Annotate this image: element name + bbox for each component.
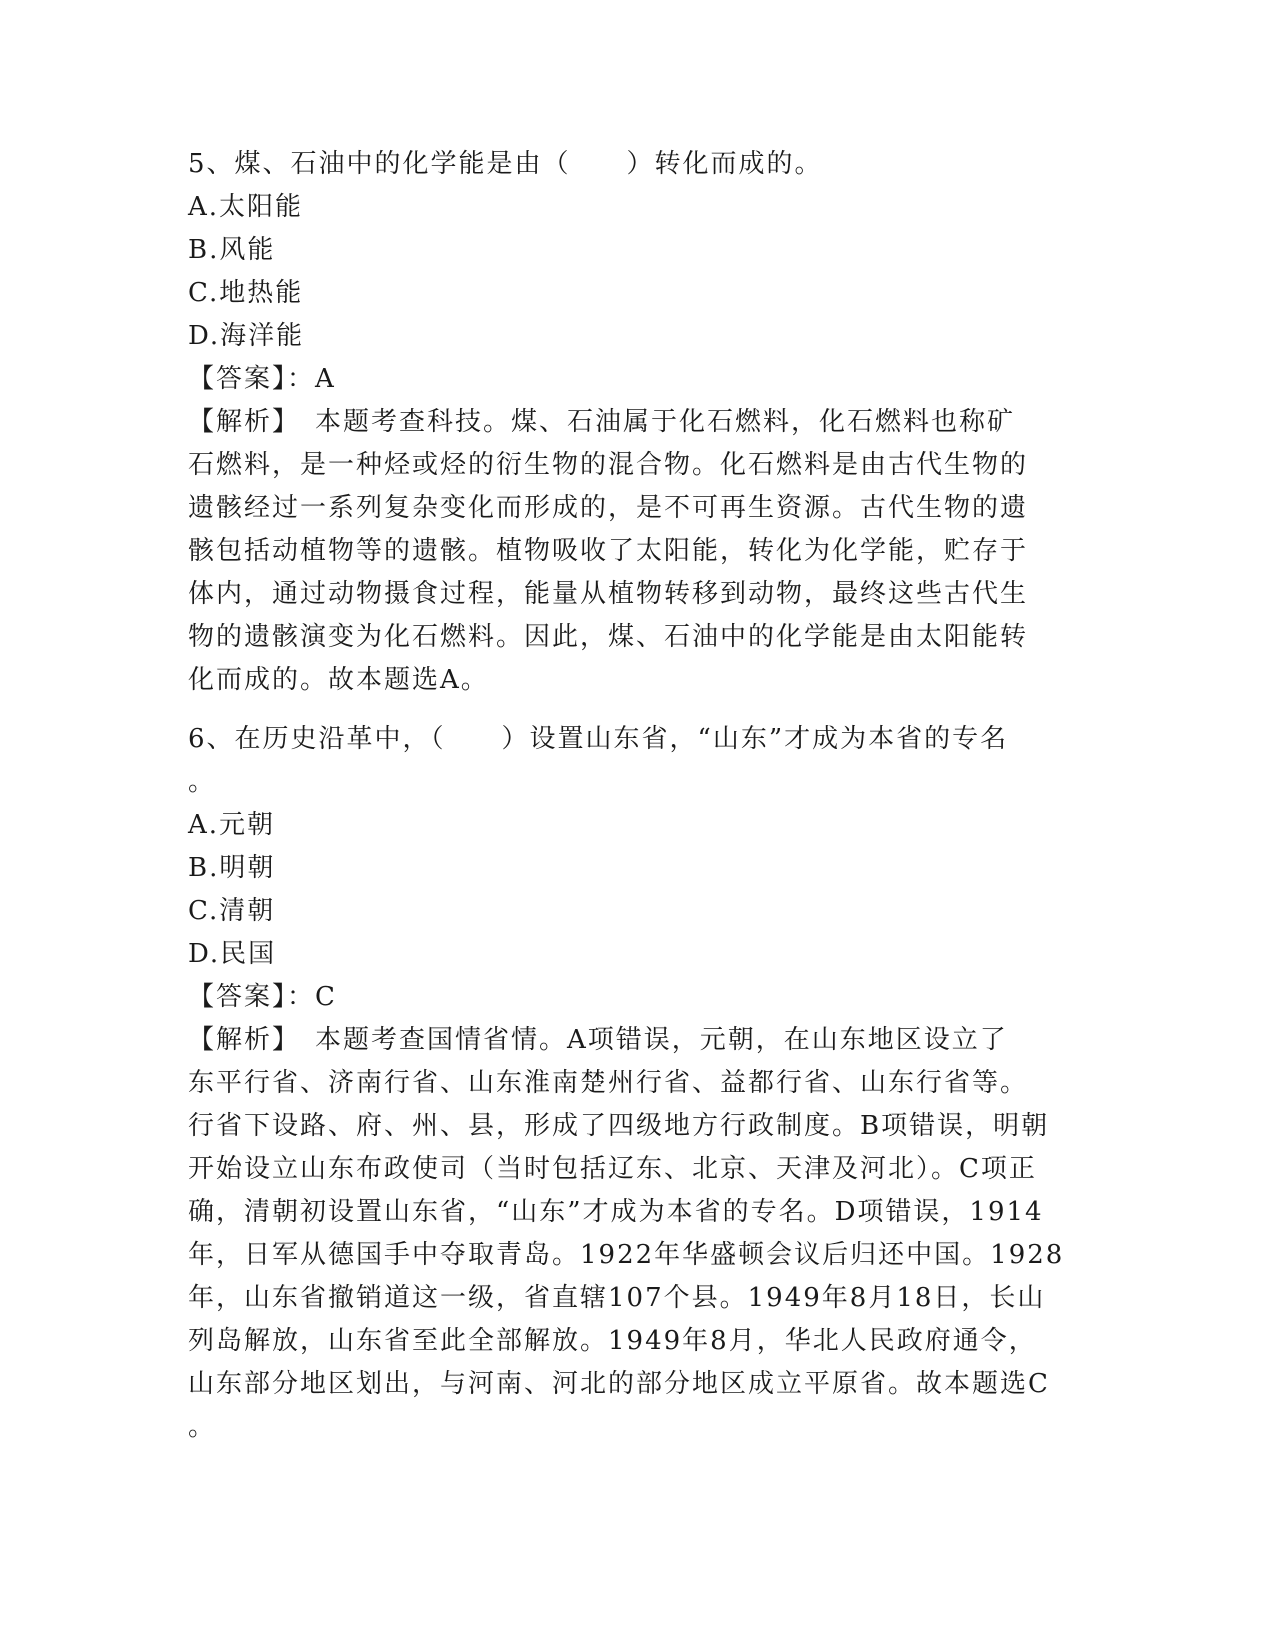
- analysis-line: 山东部分地区划出，与河南、河北的部分地区成立平原省。故本题选C: [188, 1369, 1050, 1399]
- analysis-text: [188, 401, 1078, 702]
- analysis-line: 列岛解放，山东省至此全部解放。1949年8月，华北人民政府通令，: [188, 1326, 1037, 1356]
- analysis-line: 骸包括动植物等的遗骸。植物吸收了太阳能，转化为化学能，贮存于: [188, 536, 1029, 566]
- analysis-text: [188, 1019, 1078, 1449]
- question-gap: [188, 702, 1078, 718]
- question-6: [188, 718, 1078, 1449]
- analysis-line: 化而成的。故本题选A。: [188, 665, 489, 695]
- question-stem-continued: 。: [188, 767, 217, 797]
- analysis-line: 年，日军从德国手中夺取青岛。1922年华盛顿会议后归还中国。1928: [188, 1240, 1065, 1270]
- analysis-line: 年，山东省撤销道这一级，省直辖107个县。1949年8月18日，长山: [188, 1283, 1046, 1313]
- option-c: C.清朝: [188, 896, 276, 926]
- analysis-line: 遗骸经过一系列复杂变化而形成的，是不可再生资源。古代生物的遗: [188, 493, 1029, 523]
- option-d: D.民国: [188, 939, 277, 969]
- option-b: B.明朝: [188, 853, 276, 883]
- analysis-line: 。: [188, 1412, 217, 1442]
- option-a: A.太阳能: [188, 192, 304, 222]
- question-5: [188, 143, 1078, 702]
- analysis-line: 物的遗骸演变为化石燃料。因此，煤、石油中的化学能是由太阳能转: [188, 622, 1029, 652]
- answer-label: 【答案】：C: [188, 982, 337, 1012]
- analysis-line: 【解析】 本题考查科技。煤、石油属于化石燃料，化石燃料也称矿: [188, 407, 1016, 437]
- question-stem: 6、在历史沿革中，（ ）设置山东省，“山东”才成为本省的专名: [188, 724, 1009, 754]
- analysis-line: 确，清朝初设置山东省，“山东”才成为本省的专名。D项错误，1914: [188, 1197, 1044, 1227]
- option-c: C.地热能: [188, 278, 304, 308]
- analysis-line: 行省下设路、府、州、县，形成了四级地方行政制度。B项错误，明朝: [188, 1111, 1050, 1141]
- analysis-line: 【解析】 本题考查国情省情。A项错误，元朝，在山东地区设立了: [188, 1025, 1008, 1055]
- exam-page: [188, 143, 1078, 1449]
- analysis-line: 开始设立山东布政使司（当时包括辽东、北京、天津及河北）。C项正: [188, 1154, 1037, 1184]
- analysis-line: 东平行省、济南行省、山东淮南楚州行省、益都行省、山东行省等。: [188, 1068, 1029, 1098]
- question-stem: 5、煤、石油中的化学能是由（ ）转化而成的。: [188, 149, 823, 179]
- option-a: A.元朝: [188, 810, 276, 840]
- answer-label: 【答案】：A: [188, 364, 336, 394]
- analysis-line: 石燃料，是一种烃或烃的衍生物的混合物。化石燃料是由古代生物的: [188, 450, 1029, 480]
- analysis-line: 体内，通过动物摄食过程，能量从植物转移到动物，最终这些古代生: [188, 579, 1029, 609]
- option-b: B.风能: [188, 235, 276, 265]
- option-d: D.海洋能: [188, 321, 305, 351]
